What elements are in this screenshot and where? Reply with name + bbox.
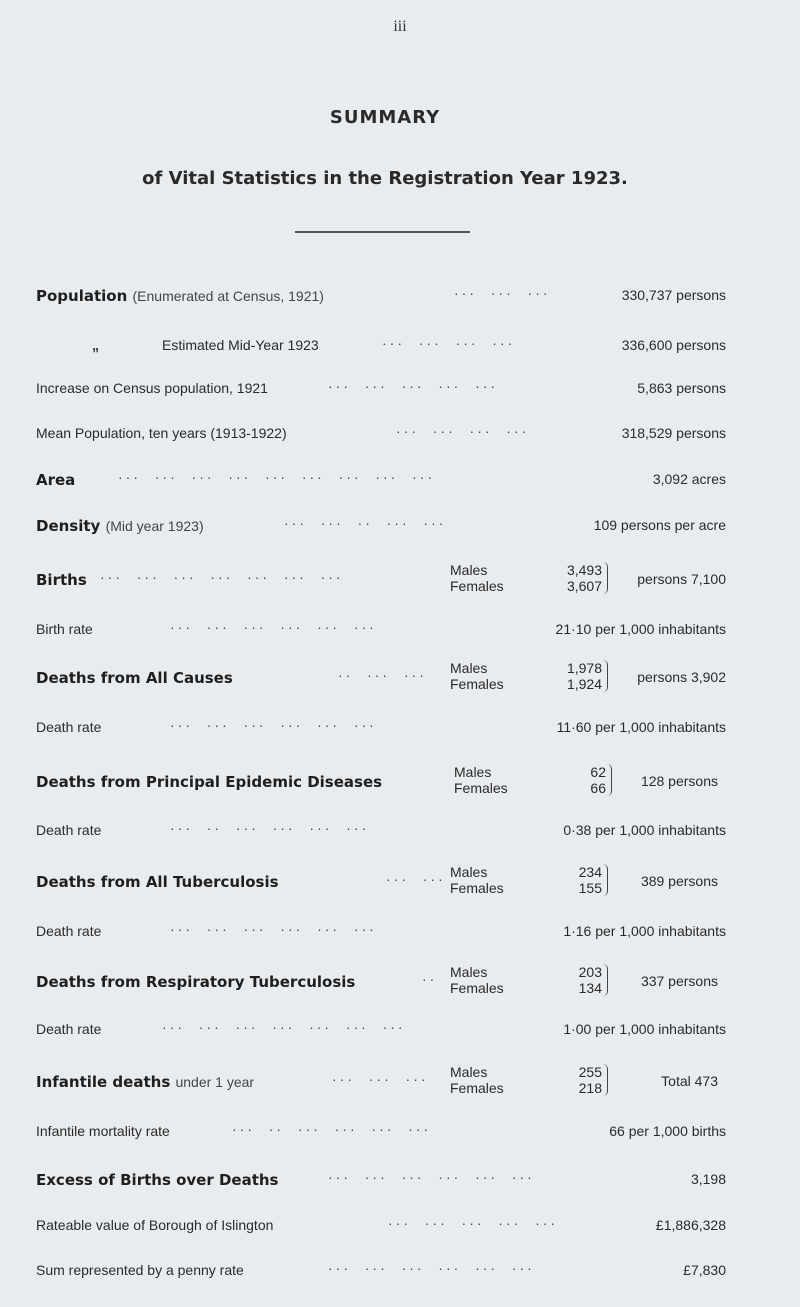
leader-dots: ··· ··· ··· ··· ··· ··· ··· (162, 1019, 406, 1035)
leader-dots: ··· ··· ··· ··· ··· (388, 1215, 559, 1231)
leader-dots: ··· ·· ··· ··· ··· ··· (232, 1121, 432, 1137)
row-death-rate-tuberculosis (36, 918, 726, 948)
page-subtitle: of Vital Statistics in the Registration Year 1923. (142, 168, 628, 189)
females-label: Females (450, 980, 504, 996)
leader-dots: ··· ··· ··· ··· ··· ··· ··· (100, 569, 344, 585)
row-population-estimated (36, 332, 726, 362)
row-total: 337 persons (640, 973, 718, 989)
leader-dots: ··· ··· ··· ··· ··· ··· (328, 1260, 535, 1276)
males-label: Males (450, 964, 488, 980)
row-label: Birth rate (36, 621, 93, 637)
row-label: Sum represented by a penny rate (36, 1262, 244, 1278)
row-area (36, 466, 726, 496)
leader-dots: ··· ··· ··· (332, 1071, 429, 1087)
males-count: 234 (578, 864, 602, 880)
males-label: Males (450, 660, 488, 676)
row-label: Estimated Mid-Year 1923 (162, 337, 319, 353)
females-label: Females (450, 1080, 504, 1096)
leader-dots: ··· ··· ··· ··· ··· ··· ··· ··· ··· (118, 469, 436, 485)
row-birth-rate (36, 616, 726, 646)
brace (605, 764, 612, 796)
row-value: 0·38 per 1,000 inhabitants (563, 822, 726, 838)
row-label: Death rate (36, 719, 102, 735)
males-count: 255 (578, 1064, 602, 1080)
row-total: 128 persons (640, 773, 718, 789)
row-label: Deaths from All Causes (36, 669, 233, 687)
row-rateable-value (36, 1212, 726, 1242)
row-value: 336,600 persons (621, 337, 726, 353)
row-deaths-all-causes (36, 660, 726, 694)
row-value: 318,529 persons (621, 425, 726, 441)
row-population-census (36, 282, 726, 312)
page-number: iii (393, 18, 407, 35)
row-death-rate-epidemic (36, 817, 726, 847)
row-value: 109 persons per acre (593, 517, 726, 533)
females-count: 66 (590, 780, 606, 796)
row-label: Excess of Births over Deaths (36, 1171, 279, 1189)
sex-breakdown (450, 562, 602, 594)
females-count: 1,924 (566, 676, 602, 692)
males-count: 203 (578, 964, 602, 980)
sex-breakdown (450, 1064, 602, 1096)
leader-dots: ··· ··· ··· ··· ··· ··· (170, 717, 377, 733)
row-label: Rateable value of Borough of Islington (36, 1217, 274, 1233)
females-count: 134 (578, 980, 602, 996)
row-excess-births (36, 1166, 726, 1196)
leader-dots: ··· ··· ··· ··· (396, 423, 530, 439)
row-births (36, 562, 726, 596)
brace (601, 964, 608, 996)
males-label: Males (450, 864, 488, 880)
row-density (36, 512, 726, 542)
row-deaths-tuberculosis (36, 864, 726, 898)
sex-breakdown (450, 660, 602, 692)
row-label: Deaths from Respiratory Tuberculosis (36, 973, 356, 991)
row-note: (Enumerated at Census, 1921) (132, 288, 324, 304)
row-label: Density (Mid year 1923) (36, 517, 204, 535)
row-total: Total 473 (661, 1073, 718, 1089)
row-deaths-respiratory-tuberculosis (36, 964, 726, 998)
sex-breakdown (450, 964, 602, 996)
row-value: 1·16 per 1,000 inhabitants (563, 923, 726, 939)
row-label: Infantile mortality rate (36, 1123, 170, 1139)
row-value: 5,863 persons (637, 380, 726, 396)
brace (601, 660, 608, 692)
row-increase (36, 375, 726, 405)
ditto-mark: „ (92, 337, 99, 353)
row-label: Infantile deaths under 1 year (36, 1073, 255, 1091)
row-label: Death rate (36, 822, 102, 838)
leader-dots: ··· ··· ··· (454, 285, 551, 301)
row-label: Death rate (36, 1021, 102, 1037)
leader-dots: ··· ··· ··· ··· ··· ··· (170, 921, 377, 937)
row-infantile-deaths (36, 1064, 726, 1098)
females-label: Females (450, 676, 504, 692)
males-count: 1,978 (566, 660, 602, 676)
females-count: 3,607 (566, 578, 602, 594)
row-mean-population (36, 420, 726, 450)
row-penny-rate (36, 1257, 726, 1287)
leader-dots: ··· ··· ··· ··· ··· (328, 378, 499, 394)
row-value: 3,092 acres (652, 471, 726, 487)
row-note: (Mid year 1923) (105, 518, 204, 534)
row-value: 66 per 1,000 births (609, 1123, 726, 1139)
leader-dots: ·· ··· ··· (338, 667, 427, 683)
row-value: 11·60 per 1,000 inhabitants (556, 719, 726, 735)
row-total: persons 3,902 (637, 669, 726, 685)
row-value: 330,737 persons (621, 287, 726, 303)
brace (601, 864, 608, 896)
page-title: SUMMARY (329, 107, 441, 128)
leader-dots: ··· ··· ··· ··· ··· ··· (328, 1169, 535, 1185)
row-death-rate-respiratory-tuberculosis (36, 1016, 726, 1046)
brace (601, 1064, 608, 1096)
sex-breakdown (450, 864, 602, 896)
row-value: £7,830 (683, 1262, 726, 1278)
leader-dots: ··· ··· ·· ··· ··· (284, 515, 447, 531)
females-count: 155 (578, 880, 602, 896)
row-value: £1,886,328 (655, 1217, 726, 1233)
row-deaths-epidemic (36, 764, 726, 798)
males-count: 62 (590, 764, 606, 780)
sex-breakdown (454, 764, 606, 796)
row-label: Population (Enumerated at Census, 1921) (36, 287, 324, 305)
row-label: Mean Population, ten years (1913-1922) (36, 425, 287, 441)
males-label: Males (450, 1064, 488, 1080)
brace (601, 562, 608, 594)
row-label: Births (36, 571, 87, 589)
row-total: persons 7,100 (637, 571, 726, 587)
males-label: Males (450, 562, 488, 578)
females-label: Females (454, 780, 508, 796)
males-count: 3,493 (566, 562, 602, 578)
row-label: Deaths from Principal Epidemic Diseases (36, 773, 383, 791)
leader-dots: ··· ·· ··· ··· ··· ··· (170, 820, 370, 836)
females-label: Females (450, 578, 504, 594)
row-label: Increase on Census population, 1921 (36, 380, 268, 396)
row-value: 3,198 (690, 1171, 726, 1187)
row-label: Death rate (36, 923, 102, 939)
females-count: 218 (578, 1080, 602, 1096)
leader-dots: ·· (422, 971, 438, 987)
row-death-rate-all (36, 714, 726, 744)
leader-dots: ··· ··· ··· ··· ··· ··· (170, 619, 377, 635)
row-value: 21·10 per 1,000 inhabitants (555, 621, 726, 637)
row-total: 389 persons (640, 873, 718, 889)
title-divider (295, 231, 470, 233)
females-label: Females (450, 880, 504, 896)
males-label: Males (454, 764, 492, 780)
row-note: under 1 year (175, 1074, 255, 1090)
row-value: 1·00 per 1,000 inhabitants (563, 1021, 726, 1037)
row-infant-mortality-rate (36, 1118, 726, 1148)
leader-dots: ··· ··· ··· ··· (382, 335, 516, 351)
row-label: Area (36, 471, 76, 489)
row-label: Deaths from All Tuberculosis (36, 873, 279, 891)
leader-dots: ··· ··· (386, 871, 446, 887)
